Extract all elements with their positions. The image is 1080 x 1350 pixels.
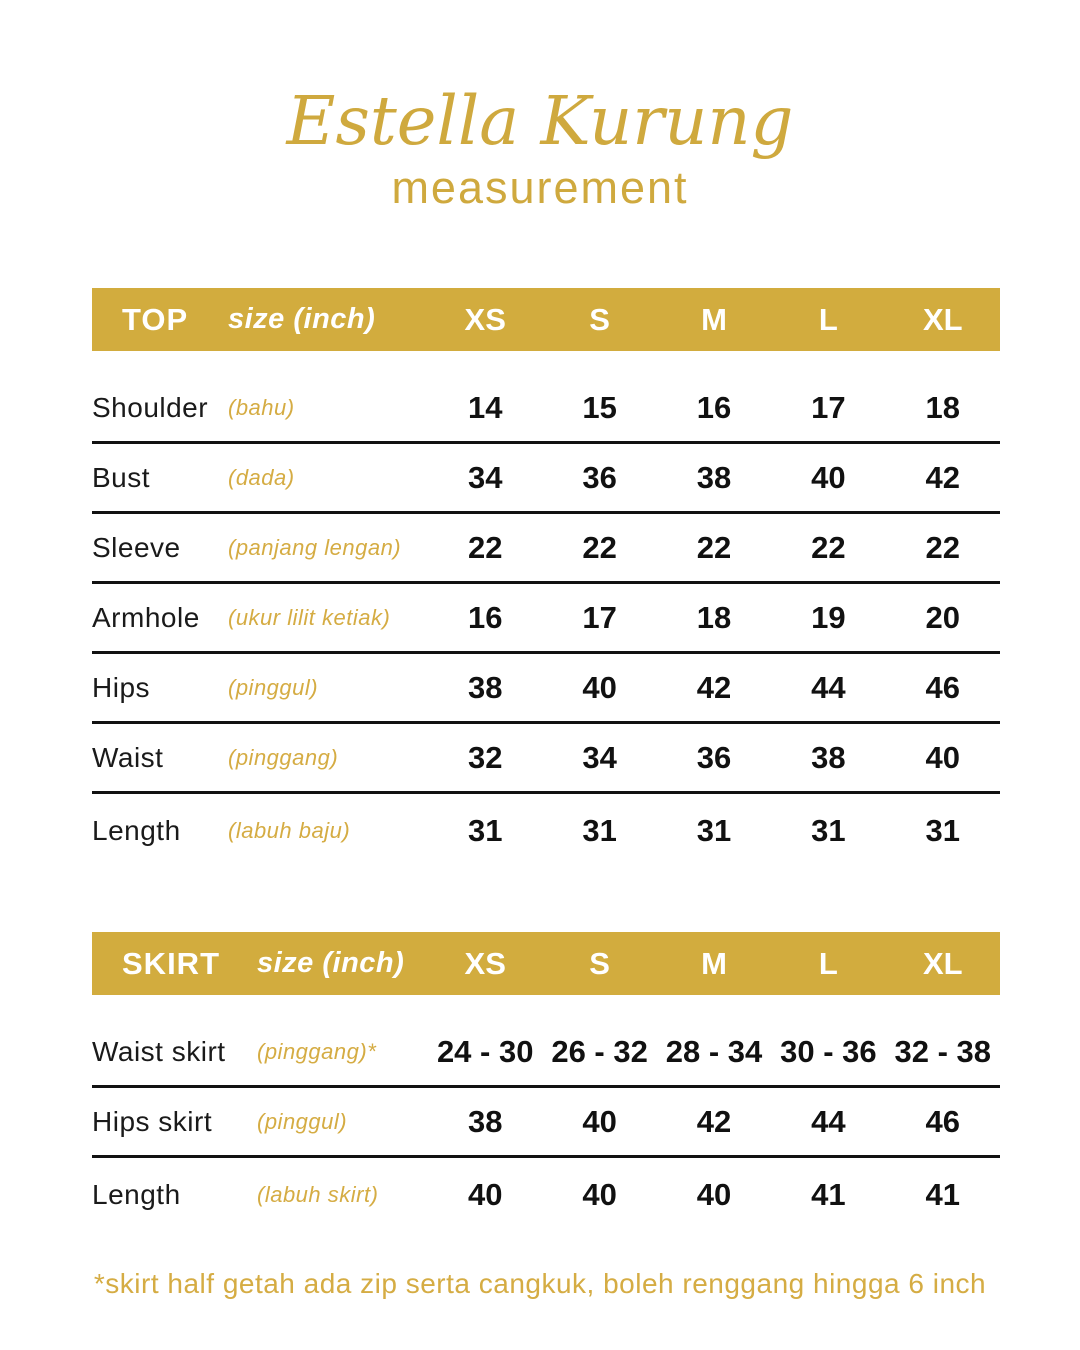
measure-value: 38 (811, 739, 846, 775)
measure-note: (panjang lengan) (228, 534, 402, 560)
measure-value: 40 (582, 1177, 617, 1213)
measure-value: 46 (925, 669, 961, 705)
product-title: Estella Kurung (286, 82, 794, 160)
measure-note: (pinggang) (228, 744, 339, 770)
measure-value: 22 (467, 529, 503, 565)
measure-value: 40 (811, 459, 846, 495)
column-header-xl: XL (922, 301, 963, 337)
table-row (92, 654, 1000, 724)
table-row (92, 724, 1000, 794)
skirt-unit-label: size (inch) (257, 947, 405, 980)
measure-value: 40 (696, 1177, 732, 1213)
measure-label: Length (92, 1179, 181, 1211)
measure-note: (bahu) (228, 394, 295, 420)
top-size-table (92, 288, 1000, 868)
column-header-l: L (818, 945, 838, 981)
measure-value: 18 (925, 389, 961, 425)
column-header-s: S (589, 945, 610, 981)
skirt-size-table (92, 932, 1000, 1232)
measure-value: 22 (811, 529, 846, 565)
table-row (92, 584, 1000, 654)
skirt-table-header (92, 932, 1000, 995)
measure-value: 34 (582, 739, 617, 775)
measure-note: (dada) (228, 464, 295, 490)
measure-value: 40 (582, 1103, 617, 1139)
top-unit-label: size (inch) (228, 303, 376, 336)
measure-value: 31 (696, 813, 732, 849)
skirt-table-title: SKIRT (122, 945, 220, 981)
measure-value: 36 (582, 459, 617, 495)
measure-value: 24 - 30 (436, 1033, 534, 1069)
column-header-xs: XS (464, 945, 506, 981)
measure-note: (labuh skirt) (257, 1182, 379, 1208)
table-row (92, 794, 1000, 868)
measure-value: 44 (811, 1103, 846, 1139)
measure-value: 14 (467, 389, 503, 425)
measure-value: 34 (467, 459, 503, 495)
measure-value: 42 (696, 669, 732, 705)
measure-value: 22 (696, 529, 732, 565)
measure-note: (pinggul) (228, 674, 319, 700)
measure-label: Bust (92, 461, 151, 493)
measure-value: 18 (696, 599, 732, 635)
measure-note: (pinggang)* (257, 1038, 377, 1064)
measure-value: 15 (582, 389, 617, 425)
measure-label: Waist (92, 741, 164, 773)
table-row (92, 1158, 1000, 1232)
table-row (92, 1088, 1000, 1158)
measure-value: 41 (811, 1177, 846, 1213)
column-header-m: M (701, 945, 727, 981)
measure-value: 40 (925, 739, 961, 775)
measure-value: 32 (467, 739, 503, 775)
column-header-s: S (589, 301, 610, 337)
measure-value: 32 - 38 (894, 1033, 992, 1069)
measure-value: 38 (696, 459, 732, 495)
table-row (92, 444, 1000, 514)
chart-header (0, 0, 1080, 214)
measure-value: 26 - 32 (551, 1033, 648, 1069)
measure-value: 22 (925, 529, 961, 565)
table-row (92, 514, 1000, 584)
measure-note: (labuh baju) (228, 818, 351, 844)
measure-label: Hips (92, 671, 151, 703)
skirt-table-rows (92, 995, 1000, 1232)
measure-value: 22 (582, 529, 617, 565)
table-row (92, 374, 1000, 444)
measure-value: 36 (696, 739, 732, 775)
measure-value: 31 (582, 813, 617, 849)
measure-value: 16 (696, 389, 732, 425)
measure-value: 46 (925, 1103, 961, 1139)
top-table-title: TOP (122, 301, 189, 337)
measure-note: (ukur lilit ketiak) (228, 604, 391, 630)
measure-label: Sleeve (92, 531, 181, 563)
measure-value: 38 (467, 1103, 503, 1139)
measure-value: 40 (467, 1177, 503, 1213)
measure-value: 17 (811, 389, 846, 425)
skirt-footnote: *skirt half getah ada zip serta cangkuk, boleh renggang hingga 6 inch (93, 1268, 987, 1300)
measure-note: (pinggul) (257, 1108, 348, 1134)
measure-value: 17 (582, 599, 617, 635)
measure-value: 28 - 34 (665, 1033, 763, 1069)
measure-value: 38 (467, 669, 503, 705)
measure-value: 30 - 36 (780, 1033, 877, 1069)
top-table-header (92, 288, 1000, 351)
measure-label: Hips skirt (92, 1105, 213, 1137)
measure-value: 44 (811, 669, 846, 705)
column-header-m: M (701, 301, 727, 337)
measure-value: 20 (925, 599, 961, 635)
column-header-xs: XS (464, 301, 506, 337)
measure-value: 31 (925, 813, 961, 849)
measure-label: Length (92, 815, 181, 847)
measure-value: 16 (467, 599, 503, 635)
chart-subtitle: measurement (391, 162, 689, 214)
table-row (92, 1018, 1000, 1088)
measure-label: Waist skirt (92, 1035, 226, 1067)
column-header-xl: XL (922, 945, 963, 981)
measure-label: Shoulder (92, 391, 209, 423)
measure-value: 31 (467, 813, 503, 849)
measure-value: 40 (582, 669, 617, 705)
top-table-rows (92, 351, 1000, 868)
column-header-l: L (818, 301, 838, 337)
measure-label: Armhole (92, 601, 200, 633)
measure-value: 19 (811, 599, 846, 635)
measure-value: 31 (811, 813, 846, 849)
measure-value: 42 (925, 459, 961, 495)
measure-value: 41 (925, 1177, 961, 1213)
measure-value: 42 (696, 1103, 732, 1139)
